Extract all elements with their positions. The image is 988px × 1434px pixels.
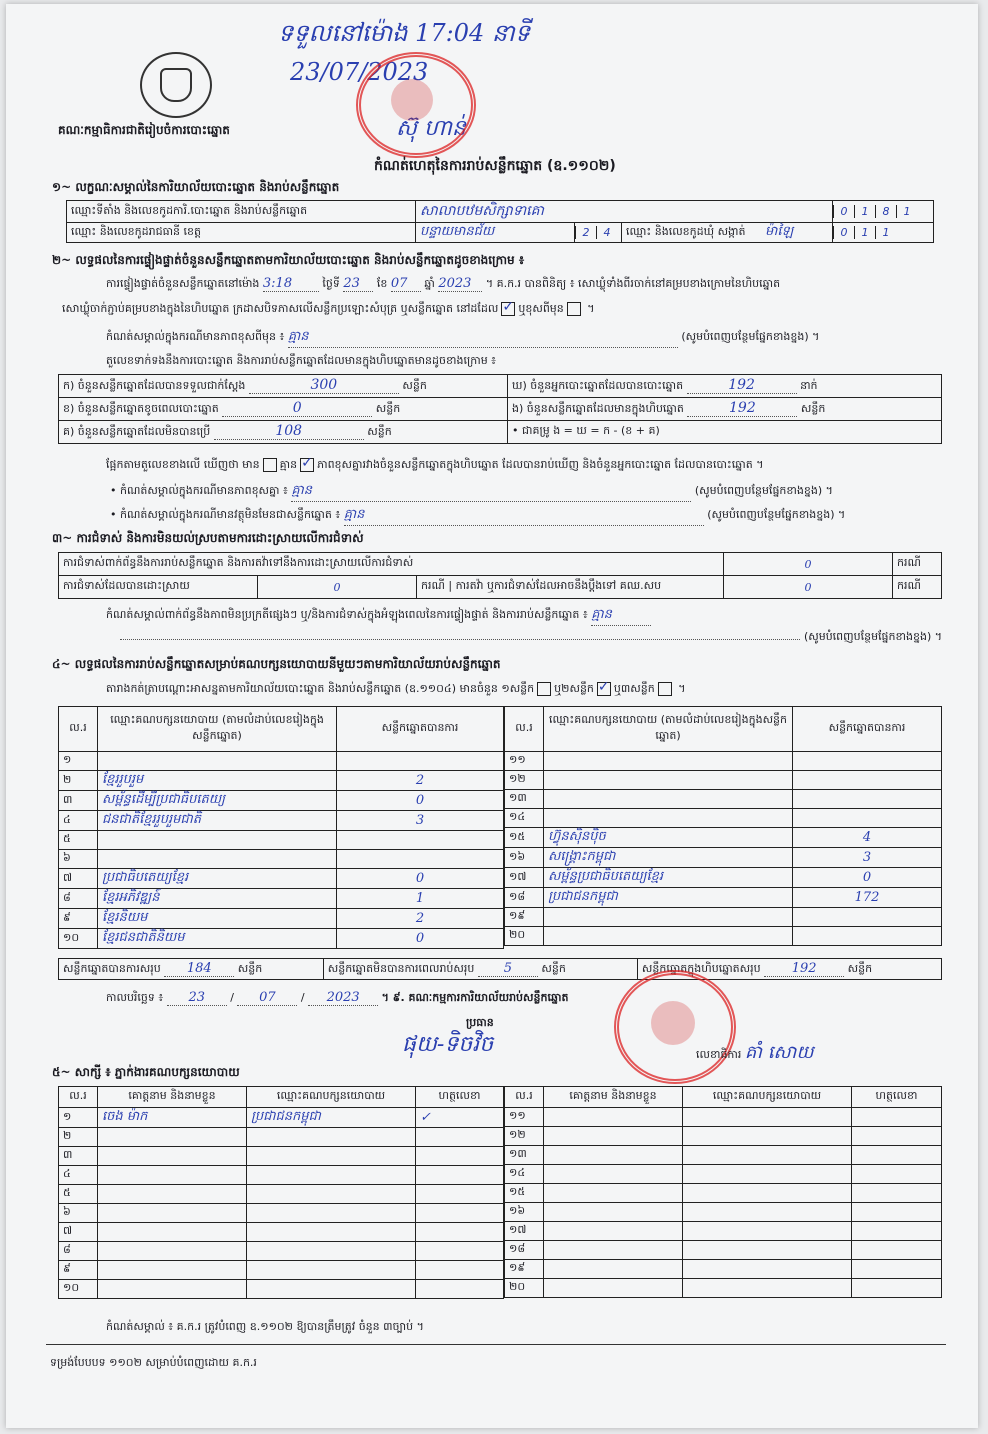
totals-table (58, 958, 942, 980)
counts-intro: តួលេខទាក់ទងនឹងការបោះឆ្នោត និងការរាប់សន្លឹកឆ្នោតដែលមានក្នុងហិបឆ្នោតមានដូចខាងក្រោម ៖ (106, 354, 497, 367)
box-total: សន្លឹកឆ្នោតក្នុងហិបឆ្នោតសរុប 192 សន្លឹក (637, 959, 941, 980)
result-row: ១៨ ប្រជាជនកម្ពុជា 172 (505, 888, 942, 908)
witness-table-left: ល.រ គោត្តនាម និងនាមខ្លួន ឈ្មោះគណបក្សនយោបាយ ហត្ថលេខា ១ ចេង ម៉ាក ប្រជាជនកម្ពុជា ✓ ២ ៣ ៤ ៥ ៦ ៧ ៨ ៩ ១០ (58, 1086, 504, 1299)
section-3-title: ៣~ ការជំទាស់ និងការមិនយល់ស្របតាមការដោះស្រាយលើការជំទាស់ (52, 531, 364, 545)
province-code: 2 4 (575, 223, 622, 243)
result-row: ១០ ខ្មែរជនជាតិនិយម 0 (59, 929, 504, 949)
witness-row: ១៦ (505, 1203, 942, 1222)
valid-total: សន្លឹកឆ្នោតបានការសរុប 184 សន្លឹក (59, 959, 324, 980)
witness-row: ១៨ (505, 1241, 942, 1260)
form-title: កំណត់ហេតុនៃការរាប់សន្លឹកឆ្នោត (ឧ.១១០២) (374, 158, 616, 174)
results-table-right: ល.រ ឈ្មោះគណបក្សនយោបាយ (តាមលំដាប់លេខរៀងក្នុងសន្លឹកឆ្នោត) សន្លឹកឆ្នោតបានការ ១១ ១២ ១៣ ១៤ ១៥ ហ៊្វុនស៊ិនប៉ិច 4 ១៦ សង្គ្រោះកម្ពុជា 3 ១៧ សម្ព័ន្ធប្រជាធិបតេយ្យខ្មែរ 0 ១៨ ប្រជាជនកម្ពុជា 172 ១៩ ២០ (504, 706, 942, 946)
handwritten-received-time: ទទួលនៅម៉ោង 17:04 នាទី (278, 19, 530, 47)
secretary-line: លេខាធិការ គាំ សោយ (696, 1042, 814, 1063)
temp-sheet-line: តារាងកត់ត្រាបណ្ដោះអាសន្នតាមការិយាល័យបោះឆ្នោត និងរាប់សន្លឹកឆ្នោត (ឧ.១១០៤) មានចំនួន ១សន្លឹក ឬ២សន្លឹក✓ ឬ៣សន្លឹក ។ (106, 682, 946, 698)
result-row: ១១ (505, 752, 942, 771)
appeal-label-cell: ករណី | ការតវ៉ា ឬការជំទាស់ដែលអាចនឹងប្ដឹងទៅ គឈ.សប (417, 576, 724, 599)
result-row: ៤ ជនជាតិខ្មែររួបរួមជាតិ 3 (59, 811, 504, 831)
result-row: ១៦ សង្គ្រោះកម្ពុជា 3 (505, 848, 942, 868)
org-name: គណៈកម្មាធិការជាតិរៀបចំការបោះឆ្នោត (58, 123, 230, 137)
witness-table-right: ល.រ គោត្តនាម និងនាមខ្លួន ឈ្មោះគណបក្សនយោបាយ ហត្ថលេខា ១១ ១២ ១៣ ១៤ ១៥ ១៦ ១៧ ១៨ ១៩ ២០ (504, 1086, 942, 1298)
form-footer: ទម្រង់បែបបទ ១១០២ សម្រាប់បំពេញដោយ គ.ក.រ (50, 1356, 257, 1369)
irregularity-note-tail: (សូមបំពេញបន្ថែមផ្នែកខាងខ្នង) ។ (62, 630, 942, 646)
result-row: ៩ ខ្មែរនិយម 2 (59, 909, 504, 929)
document-page (6, 4, 978, 1428)
witness-row: ១៣ (505, 1146, 942, 1165)
location-value: សាលាបឋមសិក្សាទាគោ (416, 201, 833, 223)
verification-line: ការផ្ទៀងផ្ទាត់ចំនួនសន្លឹកឆ្នោតនៅម៉ោង 3:18 ថ្ងៃទី 23 ខែ 07 ឆ្នាំ 2023 ។ គ.ក.រ បានពិនិត្យ ៖ សោឃ្លុំទាំងពីរចាក់នៅគម្របខាងក្រោមនៃហិបឆ្នោត (106, 276, 781, 291)
section-1-title: ១~ លក្ខណៈសម្គាល់នៃការិយាល័យបោះឆ្នោត និងរាប់សន្លឹកឆ្នោត (52, 180, 340, 194)
province-label: ឈ្មោះ និងលេខកូដរាជធានី ខេត្ត (67, 223, 416, 243)
witness-row: ២ (59, 1128, 504, 1147)
seal-check-line: សោឃ្លុំចាក់ភ្ជាប់គម្របខាងក្នុងនៃហិបឆ្នោត ក្រដាសបិទភាសលើសន្លឹកប្រឡោះសំបុត្រ ឬសន្លឹកឆ្នោត នៅដដែល✓ ឬខុសពីមុន ។ (62, 302, 942, 318)
chair-signature: ផុយ-ទិចវិច (402, 1032, 494, 1057)
diff-note-line: • កំណត់សម្គាល់ក្នុងករណីមានភាពខុសគ្នា ៖ គ្មាន (សូមបំពេញបន្ថែមផ្នែកខាងខ្នង) ។ (110, 482, 940, 502)
witness-row: ២០ (505, 1279, 942, 1298)
witness-row: ៧ (59, 1223, 504, 1242)
count-d-row: ឃ) ចំនួនអ្នកបោះឆ្នោតដែលបានបោះឆ្នោត 192 នាក់ (508, 375, 942, 398)
result-row: ១៣ (505, 790, 942, 809)
count-b-row: ខ) ចំនួនសន្លឹកឆ្នោតខូចពេលបោះឆ្នោត 0 សន្លឹក (59, 398, 508, 421)
result-row: ៨ ខ្មែរអភិវឌ្ឍន៍ 1 (59, 889, 504, 909)
result-row: ២០ (505, 927, 942, 946)
handwritten-name: ស៊ុ ហាន់ (396, 116, 466, 141)
witness-row: ១ ចេង ម៉ាក ប្រជាជនកម្ពុជា ✓ (59, 1108, 504, 1128)
changed-checkbox[interactable] (567, 302, 581, 316)
witness-row: ១៤ (505, 1165, 942, 1184)
result-row: ១៩ (505, 908, 942, 927)
footer-divider (46, 1344, 946, 1345)
result-row: ៦ (59, 850, 504, 869)
section-4-title: ៤~ លទ្ធផលនៃការរាប់សន្លឹកឆ្នោតសម្រាប់គណបក្សនយោបាយនីមួយៗតាមការិយាល័យរាប់សន្លឹកឆ្នោត (52, 657, 501, 671)
witness-row: ១៥ (505, 1184, 942, 1203)
nec-logo (140, 52, 212, 118)
result-row: ៥ (59, 831, 504, 850)
count-c-row: គ) ចំនួនសន្លឹកឆ្នោតដែលមិនបានប្រើ 108 សន្លឹក (59, 421, 508, 444)
commune-label-cell: ឈ្មោះ និងលេខកូដឃុំ សង្កាត់ ម៉ាឡៃ (622, 223, 833, 243)
section-2-title: ២~ លទ្ធផលនៃការផ្ទៀងផ្ទាត់ចំនួនសន្លឹកឆ្នោតតាមការិយាល័យបោះឆ្នោត និងរាប់សន្លឹកឆ្នោតដូចខាងក្រោម ៖ (52, 253, 525, 267)
witness-row: ៣ (59, 1147, 504, 1166)
witness-row: ៦ (59, 1204, 504, 1223)
one-sheet-checkbox[interactable] (537, 682, 551, 696)
results-table-left: ល.រ ឈ្មោះគណបក្សនយោបាយ (តាមលំដាប់លេខរៀងក្នុងសន្លឹកឆ្នោត) សន្លឹកឆ្នោតបានការ ១ ២ ខ្មែររួបរួម 2 ៣ សម្ព័ន្ធដើម្បីប្រជាធិបតេយ្យ 0 ៤ ជនជាតិខ្មែររួបរួមជាតិ 3 ៥ ៦ ៧ ប្រជាធិបតេយ្យខ្មែរ 0 ៨ ខ្មែរអភិវឌ្ឍន៍ 1 ៩ ខ្មែរនិយម 2 ១០ ខ្មែរជនជាតិនិយម 0 (58, 706, 504, 949)
change-note-line: កំណត់សម្គាល់ក្នុងករណីមានភាពខុសពីមុន ៖ គ្មាន (សូមបំពេញបន្ថែមផ្នែកខាងខ្នង) ។ (106, 328, 946, 348)
result-row: ៣ សម្ព័ន្ធដើម្បីប្រជាធិបតេយ្យ 0 (59, 791, 504, 811)
witness-row: ១១ (505, 1108, 942, 1127)
witness-row: ៨ (59, 1242, 504, 1261)
result-row: ៧ ប្រជាធិបតេយ្យខ្មែរ 0 (59, 869, 504, 889)
objections-value: 0 (724, 553, 893, 576)
date-line: កាលបរិច្ឆេទ ៖ 23 / 07 / 2023 ។ ៩. គណៈកម្មការការិយាល័យរាប់សន្លឹកឆ្នោត (106, 990, 569, 1005)
final-note: កំណត់សម្គាល់ ៖ គ.ក.រ ត្រូវបំពេញ ឧ.១១០២ ឱ្យបានត្រឹមត្រូវ ចំនួន ៣ច្បាប់ ។ (106, 1320, 424, 1333)
objections-table: ការជំទាស់ពាក់ព័ន្ធនឹងការរាប់សន្លឹកឆ្នោត និងការតវ៉ាទៅនឹងការដោះស្រាយលើការជំទាស់ 0 ករណី ការជំទាស់ដែលបានដោះស្រាយ 0 ករណី | ការតវ៉ា ឬការជំទាស់ដែលអាចនឹងប្ដឹងទៅ គឈ.សប 0 ករណី (58, 552, 942, 599)
result-row: ១៥ ហ៊្វុនស៊ិនប៉ិច 4 (505, 828, 942, 848)
unchanged-checkbox[interactable] (501, 302, 515, 316)
irregularity-note: កំណត់សម្គាល់ពាក់ព័ន្ធនឹងភាពមិនប្រក្រតីផ្សេងៗ ឬ/និងការជំទាស់ក្នុងអំឡុងពេលនៃការផ្ទៀងផ្ទាត់ និងការរាប់សន្លឹកឆ្នោត ៖ គ្មាន (106, 606, 946, 626)
result-row: ១៧ សម្ព័ន្ធប្រជាធិបតេយ្យខ្មែរ 0 (505, 868, 942, 888)
counts-table (58, 374, 942, 444)
section-1-table (66, 200, 934, 243)
incident-note-line: • កំណត់សម្គាល់ក្នុងករណីមានវត្ថុមិនមែនជាសន្លឹកឆ្នោត ៖ គ្មាន (សូមបំពេញបន្ថែមផ្នែកខាងខ្នង) ។ (110, 506, 940, 526)
three-sheets-checkbox[interactable] (658, 682, 672, 696)
result-row: ១២ (505, 771, 942, 790)
count-e-row: ង) ចំនួនសន្លឹកឆ្នោតដែលមានក្នុងហិបឆ្នោត 192 សន្លឹក (508, 398, 942, 421)
witness-row: ១០ (59, 1280, 504, 1299)
invalid-total: សន្លឹកឆ្នោតមិនបានការពេលរាប់សរុប 5 សន្លឹក (323, 959, 637, 980)
count-a-row: ក) ចំនួនសន្លឹកឆ្នោតដែលបានទទួលជាក់ស្ដែង 300 សន្លឹក (59, 375, 508, 398)
two-sheets-checkbox[interactable] (597, 682, 611, 696)
province-value: បន្ទាយមានជ័យ (416, 223, 575, 243)
has-difference-checkbox[interactable] (263, 458, 277, 472)
official-stamp-top (356, 52, 476, 158)
witness-row: ១២ (505, 1127, 942, 1146)
location-code: 0 1 8 1 (833, 201, 934, 223)
objections-label: ការជំទាស់ពាក់ព័ន្ធនឹងការរាប់សន្លឹកឆ្នោត និងការតវ៉ាទៅនឹងការដោះស្រាយលើការជំទាស់ (59, 553, 724, 576)
result-row: ១៤ (505, 809, 942, 828)
section-5-title: ៥~ សាក្សី ៖ ភ្នាក់ងារគណបក្សនយោបាយ (52, 1065, 240, 1079)
appeal-value: 0 (724, 576, 893, 599)
handwritten-date: 23/07/2023 (290, 58, 429, 86)
witness-row: ៩ (59, 1261, 504, 1280)
witness-row: ៤ (59, 1166, 504, 1185)
difference-line: ផ្អែកតាមតួលេខខាងលើ ឃើញថា មាន គ្មាន✓ ភាពខុសគ្នារវាងចំនួនសន្លឹកឆ្នោតក្នុងហិបឆ្នោត ដែលបានរាប់ឃើញ និងចំនួនអ្នកបោះឆ្នោត ដែលបានបោះឆ្នោត ។ (106, 458, 946, 474)
formula: • ជាគម្រូ ង = ឃ = ក - (ខ + គ) (508, 421, 942, 444)
resolved-value: 0 (258, 576, 417, 599)
commune-code: 0 1 1 (833, 223, 934, 243)
witness-row: ១៩ (505, 1260, 942, 1279)
chair-label: ប្រធាន (466, 1016, 494, 1029)
witness-row: ៥ (59, 1185, 504, 1204)
location-label: ឈ្មោះទីតាំង និងលេខកូដការិ.បោះឆ្នោត និងរាប់សន្លឹកឆ្នោត (67, 201, 416, 223)
resolved-label: ការជំទាស់ដែលបានដោះស្រាយ (59, 576, 258, 599)
result-row: ២ ខ្មែររួបរួម 2 (59, 771, 504, 791)
witness-row: ១៧ (505, 1222, 942, 1241)
result-row: ១ (59, 752, 504, 771)
no-difference-checkbox[interactable] (300, 458, 314, 472)
